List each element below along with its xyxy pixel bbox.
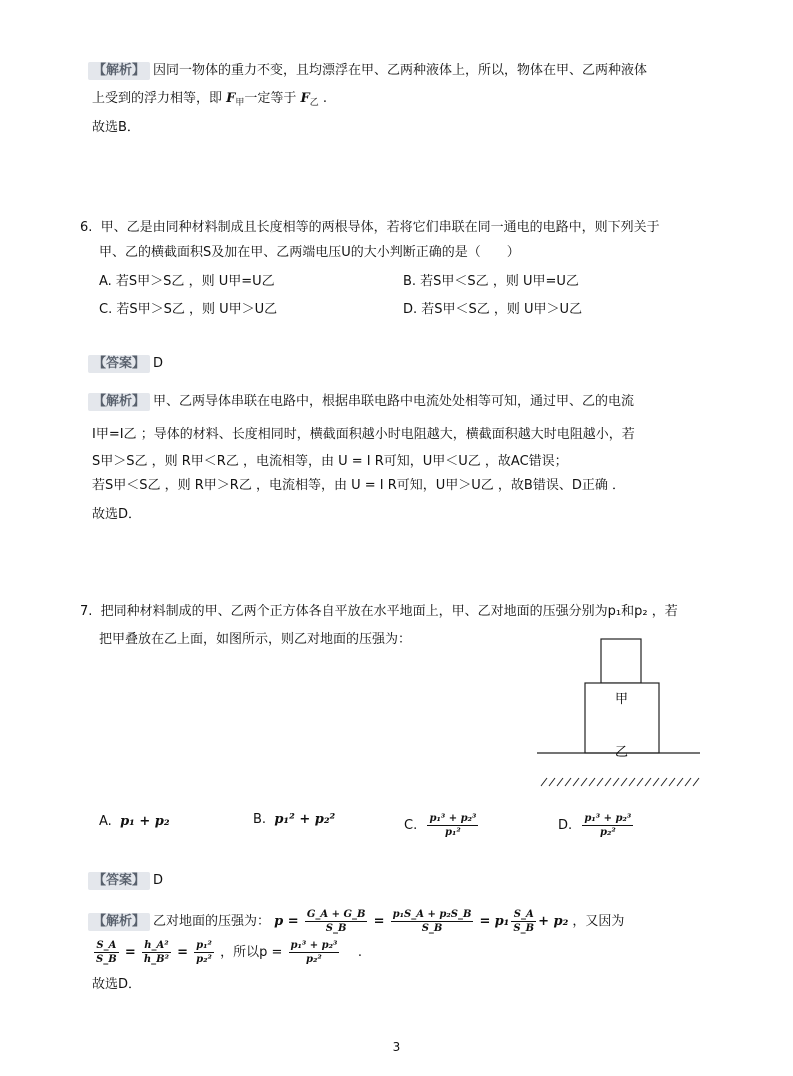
q7-analysis-text: . [357, 945, 363, 960]
q7-analysis-line1 [88, 908, 624, 935]
q7-stem-line1 [80, 603, 678, 621]
q6-analysis-line2: I甲=I乙 ；导体的材料、长度相同时，横截面积越小时电阻越大，横截面积越大时电阻越小，若 [92, 427, 635, 442]
analysis-tag: 【解析】 [88, 62, 150, 80]
question-number: 7. [80, 604, 93, 619]
q7-analysis-text: ，又因为 [572, 914, 625, 929]
option-label: A. [99, 814, 112, 829]
math-var: p₁ [494, 914, 510, 929]
math-var: F [226, 91, 236, 106]
fraction-den: p₂² [196, 954, 212, 965]
q7-stem: 把同种材料制成的甲、乙两个正方体各自平放在水平地面上，甲、乙对地面的压强分别为p₁和p₂ ，若 [100, 604, 678, 619]
math-eq: = [479, 914, 491, 929]
q5-text: 一定等于 [244, 91, 301, 106]
fraction-den: p₂² [306, 954, 322, 965]
math-eq: = [177, 945, 189, 960]
analysis-tag: 【解析】 [88, 393, 150, 411]
question-number: 6. [80, 220, 93, 235]
fraction [427, 812, 478, 839]
fraction-num: h_A² [142, 939, 171, 953]
q7-option-b [253, 811, 335, 829]
q5-analysis-line2 [92, 90, 327, 112]
label-yi: 乙 [615, 745, 629, 760]
fraction-num: p₁³ + p₂³ [429, 813, 477, 824]
q7-option-d [558, 812, 635, 839]
math-eq: = [373, 914, 385, 929]
option-label: C. [404, 818, 418, 833]
fraction-den: S_B [513, 923, 535, 934]
q7-option-c [404, 812, 480, 839]
fraction-num: S_A [511, 908, 536, 922]
option-label: D. [558, 818, 573, 833]
fraction-num: p₁² [196, 940, 212, 951]
fraction [194, 939, 214, 966]
q7-analysis-text: 乙对地面的压强为： [153, 914, 271, 929]
option-math: p₁ + p₂ [120, 814, 170, 829]
answer-tag: 【答案】 [88, 872, 150, 890]
q7-option-a [99, 813, 170, 831]
math-eq: = [124, 945, 136, 960]
q5-text: 因同一物体的重力不变，且均漂浮在甲、乙两种液体上，所以，物体在甲、乙两种液体 [153, 63, 648, 78]
math-sub: 甲 [235, 98, 245, 108]
fraction-num: p₁S_A + p₂S_B [392, 909, 472, 920]
q5-text: . [318, 91, 328, 106]
q6-stem: 甲、乙是由同种材料制成且长度相等的两根导体，若将它们串联在同一通电的电路中，则下列关于 [100, 220, 660, 235]
answer-value: D [153, 873, 164, 888]
q6-answer [88, 355, 163, 373]
q7-answer [88, 872, 163, 890]
math-eq: p = [274, 914, 299, 929]
q6-conclusion: 故选D． [92, 507, 142, 522]
math-var: + p₂ [538, 914, 569, 929]
q7-conclusion: 故选D． [92, 977, 142, 992]
cube-jia [601, 639, 641, 683]
fraction-den: S_B [96, 954, 117, 965]
q6-analysis-text: 甲、乙两导体串联在电路中，根据串联电路中电流处处相等可知，通过甲、乙的电流 [153, 394, 635, 409]
q6-stem-line2: 甲、乙的横截面积S及加在甲、乙两端电压U的大小判断正确的是（ ） [99, 245, 520, 260]
fraction-num: p₁³ + p₂³ [290, 940, 338, 951]
fraction-den: p₁² [445, 827, 461, 838]
q6-option-b: B. 若S甲＜S乙 ，则 U甲=U乙 [403, 274, 579, 289]
analysis-tag: 【解析】 [88, 913, 150, 931]
answer-tag: 【答案】 [88, 355, 150, 373]
fraction-den: S_B [325, 923, 347, 934]
q6-option-d: D. 若S甲＜S乙 ，则 U甲＞U乙 [403, 302, 583, 317]
fraction [289, 939, 340, 966]
math-var: F [300, 91, 310, 106]
q7-analysis-line2 [92, 938, 362, 968]
fraction-den: S_B [421, 923, 443, 934]
fraction [511, 908, 536, 935]
fraction [142, 939, 171, 966]
q5-text: 上受到的浮力相等，即 [92, 91, 227, 106]
q6-stem-line1 [80, 219, 660, 237]
fraction [582, 812, 633, 839]
q6-analysis-line3: S甲＞S乙 ，则 R甲＜R乙 ，电流相等，由 U = I R可知，U甲＜U乙 ，故AC错误； [92, 454, 568, 469]
fraction-num: p₁³ + p₂³ [584, 813, 632, 824]
q6-analysis-line4: 若S甲＜S乙 ，则 R甲＞R乙 ，电流相等，由 U = I R可知，U甲＞U乙 ，故B错误、D正确 ． [92, 478, 625, 493]
q7-analysis-text: ，所以p = [220, 945, 283, 960]
fraction-den: p₂² [599, 827, 616, 838]
fraction-den: h_B² [143, 954, 169, 965]
q7-stem-line2: 把甲叠放在乙上面，如图所示，则乙对地面的压强为： [99, 632, 412, 647]
label-jia: 甲 [615, 692, 629, 707]
fraction [305, 908, 368, 935]
fraction-num: S_A [94, 939, 119, 953]
q6-option-a: A. 若S甲＞S乙 ，则 U甲=U乙 [99, 274, 275, 289]
ground-hatching [541, 778, 699, 786]
fraction [94, 939, 119, 966]
option-math: p₁² + p₂² [274, 812, 336, 827]
stacked-cubes-figure [535, 636, 705, 788]
answer-value: D [153, 356, 164, 371]
q5-analysis-line1 [88, 62, 647, 80]
q6-analysis-line1 [88, 393, 634, 411]
fraction-num: G_A + G_B [306, 909, 366, 920]
option-label: B. [253, 812, 267, 827]
fraction [391, 908, 474, 935]
q5-conclusion: 故选B． [92, 120, 140, 135]
page-number: 3 [392, 1040, 401, 1054]
q6-option-c: C. 若S甲＞S乙 ，则 U甲＞U乙 [99, 302, 278, 317]
math-sub: 乙 [309, 98, 319, 108]
